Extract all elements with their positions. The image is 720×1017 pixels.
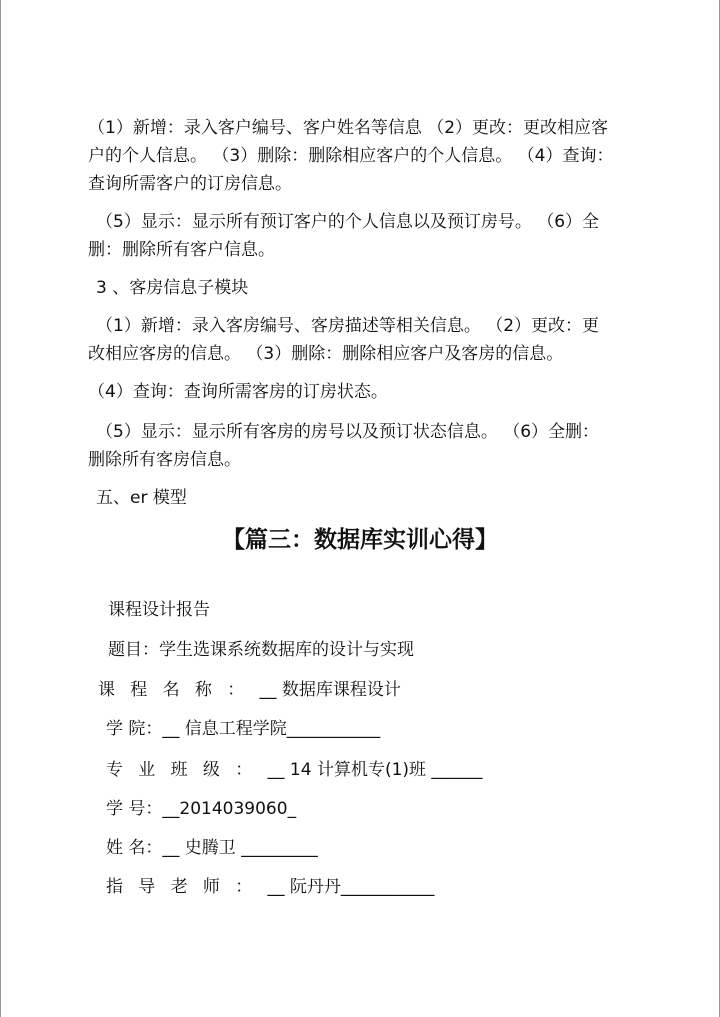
paragraph-line: （1）新增：录入客户编号、客户姓名等信息 （2）更改：更改相应客 [88,118,609,138]
advisor-row [106,877,434,897]
advisor-label: 指导老师： [106,877,268,897]
student-id-label: 学 号： [106,799,163,819]
report-heading: 课程设计报告 [108,600,210,620]
course-row [98,680,401,700]
advisor-value: __ 阮丹丹___________ [267,877,435,897]
name-row [106,838,318,858]
er-model-heading: 五、er 模型 [96,488,187,508]
paragraph-line: （5）显示：显示所有预订客户的个人信息以及预订房号。 （6）全 [96,212,600,232]
section-heading: 3 、客房信息子模块 [96,278,249,298]
name-label: 姓 名： [106,838,163,858]
paragraph-line: 删除所有客房信息。 [88,450,241,470]
paragraph-line: （5）显示：显示所有客房的房号以及预订状态信息。 （6）全删： [96,422,600,442]
paragraph-line: （4）查询：查询所需客房的订房状态。 [88,382,388,402]
paragraph-line: 删：删除所有客户信息。 [88,240,275,260]
paragraph-line: （1）新增：录入客房编号、客房描述等相关信息。 （2）更改：更 [96,316,600,336]
college-row [106,719,380,739]
article-title: 【篇三：数据库实训心得】 [222,527,498,553]
class-label: 专业班级： [106,760,268,780]
course-label: 课程名称： [98,680,260,700]
student-id-value: __2014039060_ [162,799,297,819]
student-id-row [106,799,296,819]
report-topic: 题目：学生选课系统数据库的设计与实现 [108,640,414,660]
name-value: __ 史腾卫 _________ [162,838,318,858]
college-label: 学 院： [106,719,163,739]
paragraph-line: 户的个人信息。 （3）删除：删除相应客户的个人信息。 （4）查询： [88,146,614,166]
class-value: __ 14 计算机专(1)班 ______ [267,760,483,780]
course-value: __ 数据库课程设计 [259,680,401,700]
class-row [106,760,482,780]
paragraph-line: 查询所需客户的订房信息。 [88,174,292,194]
college-value: __ 信息工程学院___________ [162,719,381,739]
page-border-left [0,0,1,1017]
paragraph-line: 改相应客房的信息。 （3）删除：删除相应客户及客房的信息。 [88,344,564,364]
